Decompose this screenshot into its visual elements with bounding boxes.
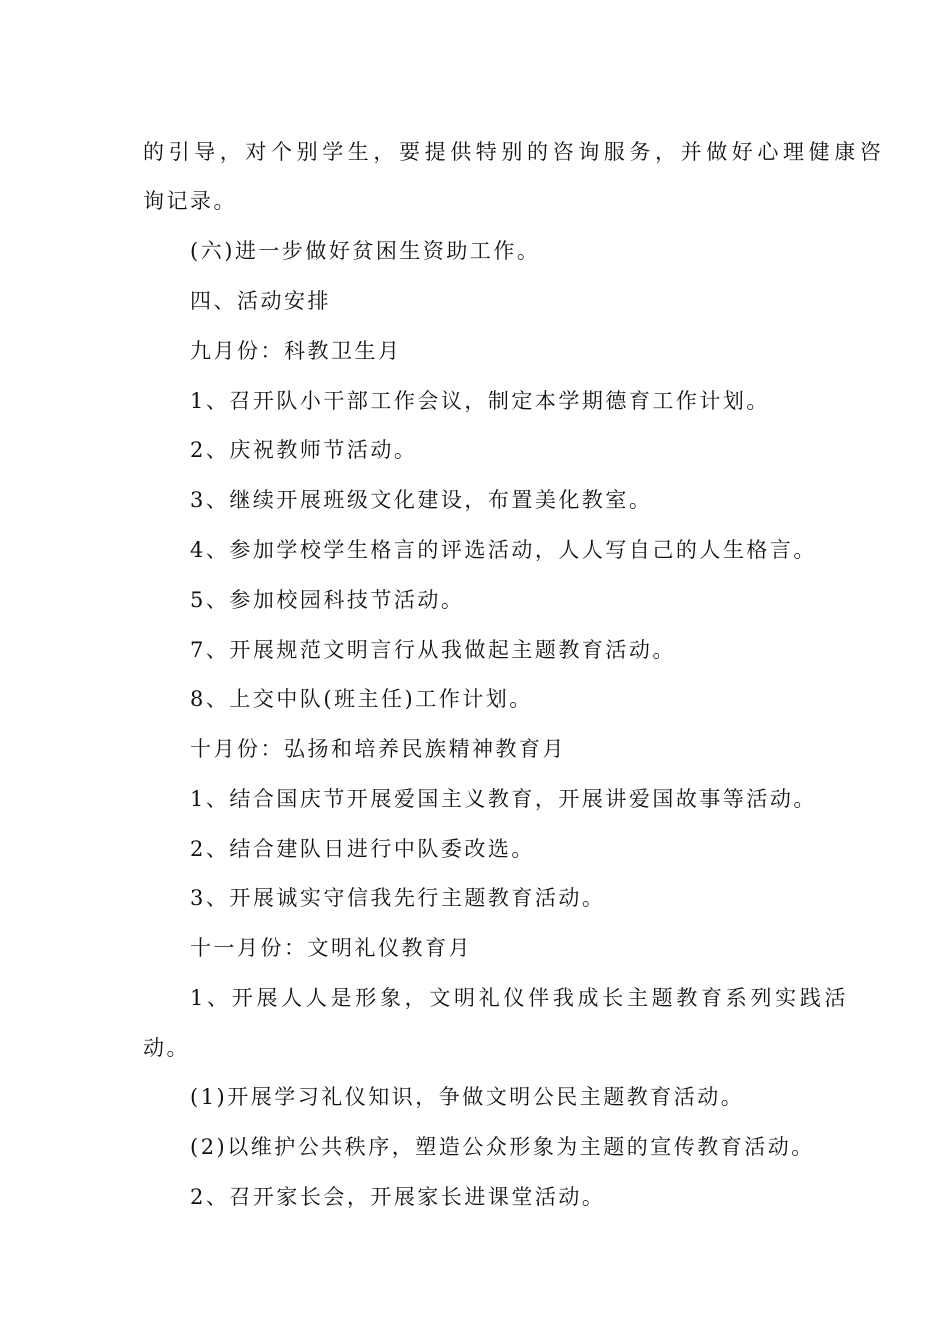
list-item: 2、召开家长会，开展家长进课堂活动。 xyxy=(190,1185,606,1209)
list-item: 2、庆祝教师节活动。 xyxy=(190,438,418,462)
list-item: 1、结合国庆节开展爱国主义教育，开展讲爱国故事等活动。 xyxy=(190,787,817,811)
list-item: 4、参加学校学生格言的评选活动，人人写自己的人生格言。 xyxy=(190,538,817,562)
section-heading: 四、活动安排 xyxy=(190,289,331,313)
list-item: 2、结合建队日进行中队委改选。 xyxy=(190,837,535,861)
body-text-line: 的引导，对个别学生，要提供特别的咨询服务，并做好心理健康咨 xyxy=(143,140,886,164)
list-item: 3、开展诚实守信我先行主题教育活动。 xyxy=(190,886,606,910)
sub-list-item: (1)开展学习礼仪知识，争做文明公民主题教育活动。 xyxy=(190,1085,745,1109)
body-text-line: (六)进一步做好贫困生资助工作。 xyxy=(190,239,541,263)
month-heading: 十一月份：文明礼仪教育月 xyxy=(190,936,472,960)
list-item: 7、开展规范文明言行从我做起主题教育活动。 xyxy=(190,638,676,662)
month-heading: 九月份：科教卫生月 xyxy=(190,339,402,363)
list-item: 5、参加校园科技节活动。 xyxy=(190,588,465,612)
list-item: 3、继续开展班级文化建设，布置美化教室。 xyxy=(190,488,653,512)
list-item: 1、开展人人是形象，文明礼仪伴我成长主题教育系列实践活 xyxy=(190,986,850,1010)
list-item: 8、上交中队(班主任)工作计划。 xyxy=(190,687,533,711)
list-item-continuation: 动。 xyxy=(143,1036,190,1060)
month-heading: 十月份：弘扬和培养民族精神教育月 xyxy=(190,737,566,761)
body-text-line: 询记录。 xyxy=(143,189,237,213)
sub-list-item: (2)以维护公共秩序，塑造公众形象为主题的宣传教育活动。 xyxy=(190,1135,815,1159)
list-item: 1、召开队小干部工作会议，制定本学期德育工作计划。 xyxy=(190,389,770,413)
